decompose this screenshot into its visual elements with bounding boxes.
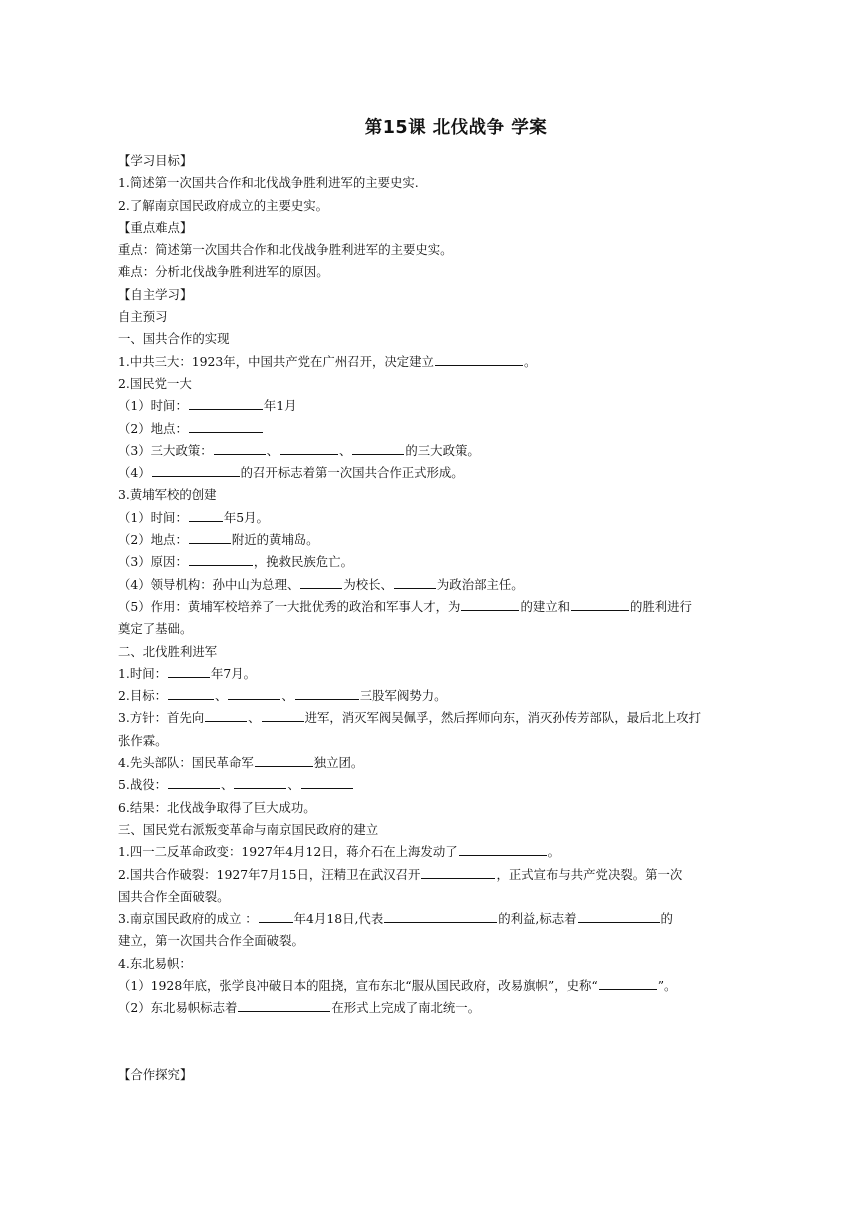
section-header-goals: 【学习目标】 <box>118 153 193 168</box>
fill-blank[interactable] <box>234 775 286 789</box>
fill-blank[interactable] <box>189 508 223 522</box>
fill-blank[interactable] <box>421 865 495 879</box>
question-1-2: 2.国民党一大 <box>118 375 192 391</box>
question-2-6: 6.结果：北伐战争取得了巨大成功。 <box>118 799 316 815</box>
fill-blank[interactable] <box>301 775 353 789</box>
fill-blank[interactable] <box>214 441 266 455</box>
spacer <box>118 1020 730 1064</box>
fill-blank[interactable] <box>228 686 280 700</box>
fill-blank[interactable] <box>384 909 497 923</box>
question-1-3-4: （4）领导机构：孙中山为总理、 为校长、 为政治部主任。 <box>118 576 524 592</box>
fill-blank[interactable] <box>205 708 247 722</box>
question-3-3: 3.南京国民政府的成立 ： 年4月18日,代表 的利益,标志着 的 <box>118 911 673 927</box>
question-1-3: 3.黄埔军校的创建 <box>118 487 217 503</box>
difficult-point: 难点：分析北伐战争胜利进军的原因。 <box>118 264 329 280</box>
preview-label: 自主预习 <box>118 309 168 325</box>
question-2-4: 4.先头部队：国民革命军 独立团。 <box>118 755 364 771</box>
question-1-2-4: （4） 的召开标志着第一次国共合作正式形成。 <box>118 465 464 481</box>
fill-blank[interactable] <box>352 441 404 455</box>
question-3-3-cont: 建立，第一次国共合作全面破裂。 <box>118 933 304 949</box>
question-1-3-3: （3）原因： ，挽救民族危亡。 <box>118 554 353 570</box>
question-1-3-5: （5）作用：黄埔军校培养了一大批优秀的政治和军事人才，为 的建立和 的胜利进行 <box>118 598 692 614</box>
fill-blank[interactable] <box>168 775 220 789</box>
part-1-title: 一、国共合作的实现 <box>118 331 230 347</box>
goal-item-1: 1.简述第一次国共合作和北伐战争胜利进军的主要史实. <box>118 175 419 191</box>
fill-blank[interactable] <box>189 530 231 544</box>
part-3-title: 三、国民党右派叛变革命与南京国民政府的建立 <box>118 821 379 837</box>
fill-blank[interactable] <box>394 575 436 589</box>
page-title <box>0 114 860 139</box>
section-header-key-points: 【重点难点】 <box>118 219 193 235</box>
worksheet-content <box>118 150 730 1086</box>
fill-blank[interactable] <box>280 441 338 455</box>
question-3-2: 2.国共合作破裂：1927年7月15日，汪精卫在武汉召开 ，正式宣布与共产党决裂。第一次 <box>118 866 683 882</box>
question-1-3-5-cont: 奠定了基础。 <box>118 621 193 637</box>
fill-blank[interactable] <box>599 976 657 990</box>
question-1-1: 1.中共三大：1923年，中国共产党在广州召开，决定建立 。 <box>118 353 537 369</box>
fill-blank[interactable] <box>459 842 547 856</box>
fill-blank[interactable] <box>295 686 359 700</box>
question-1-3-1: （1）时间： 年5月。 <box>118 509 269 525</box>
question-3-4-2: （2）东北易帜标志着 在形式上完成了南北统一。 <box>118 1000 481 1016</box>
question-3-2-cont: 国共合作全面破裂。 <box>118 888 230 904</box>
question-1-2-3: （3）三大政策： 、 、 的三大政策。 <box>118 442 480 458</box>
fill-blank[interactable] <box>168 664 210 678</box>
goal-item-2: 2.了解南京国民政府成立的主要史实。 <box>118 197 329 213</box>
fill-blank[interactable] <box>168 686 214 700</box>
question-3-4: 4.东北易帜： <box>118 955 192 971</box>
fill-blank[interactable] <box>259 909 293 923</box>
fill-blank[interactable] <box>578 909 660 923</box>
fill-blank[interactable] <box>238 998 330 1012</box>
question-2-1: 1.时间： 年7月。 <box>118 665 257 681</box>
question-2-5: 5.战役： 、 、 <box>118 774 730 796</box>
question-2-3: 3.方针：首先向 、 进军，消灭军阀吴佩孚，然后挥师向东，消灭孙传芳部队，最后北上攻打 <box>118 710 702 726</box>
fill-blank[interactable] <box>152 463 240 477</box>
fill-blank[interactable] <box>435 352 523 366</box>
fill-blank[interactable] <box>461 597 519 611</box>
section-header-cooperation: 【合作探究】 <box>118 1066 193 1082</box>
question-1-2-2: （2）地点： <box>118 418 730 440</box>
fill-blank[interactable] <box>571 597 629 611</box>
question-1-3-2: （2）地点： 附近的黄埔岛。 <box>118 532 319 548</box>
question-1-2-1: （1）时间： 年1月 <box>118 398 297 414</box>
fill-blank[interactable] <box>300 575 342 589</box>
part-2-title: 二、北伐胜利进军 <box>118 643 218 659</box>
question-2-3-cont: 张作霖。 <box>118 732 168 748</box>
question-3-4-1: （1）1928年底，张学良冲破日本的阻挠，宣布东北“服从国民政府，改易旗帜”，史称“ ”。 <box>118 977 677 993</box>
question-2-2: 2.目标： 、 、 三股军阀势力。 <box>118 688 447 704</box>
section-header-self-study: 【自主学习】 <box>118 286 193 302</box>
fill-blank[interactable] <box>189 552 253 566</box>
question-3-1: 1.四一二反革命政变：1927年4月12日，蒋介石在上海发动了 。 <box>118 844 560 860</box>
fill-blank[interactable] <box>255 753 313 767</box>
key-point: 重点：简述第一次国共合作和北伐战争胜利进军的主要史实。 <box>118 242 453 258</box>
page-title-text: 第15课 北伐战争 学案 <box>364 118 548 138</box>
fill-blank[interactable] <box>189 396 263 410</box>
fill-blank[interactable] <box>189 419 263 433</box>
fill-blank[interactable] <box>262 708 304 722</box>
